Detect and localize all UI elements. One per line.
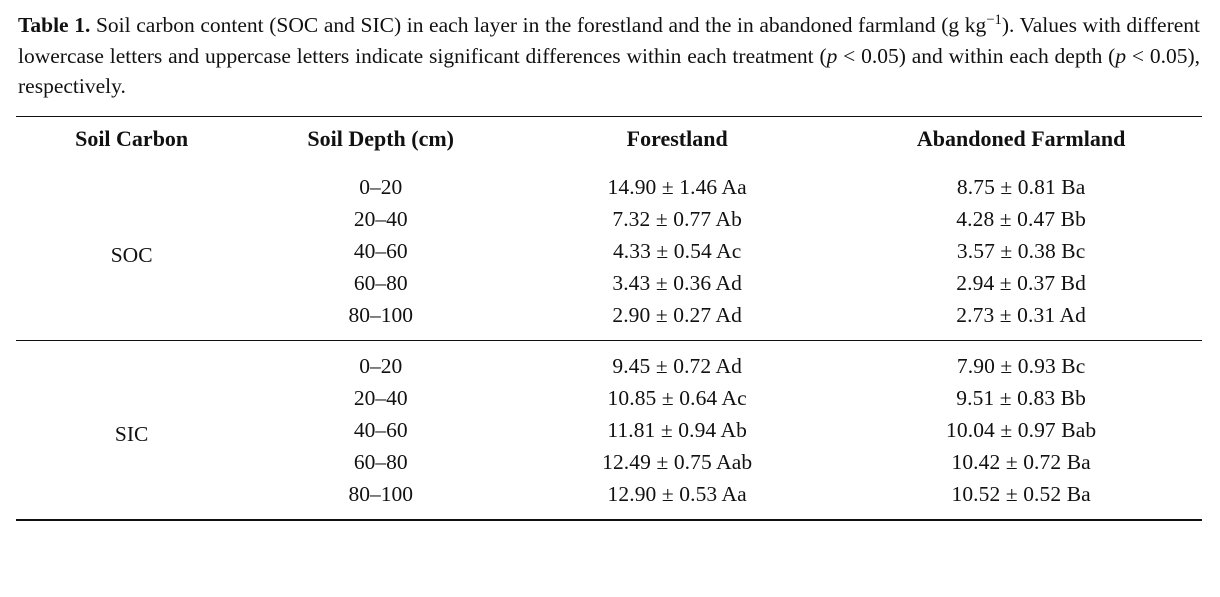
cell-forestland: 2.90 ± 0.27 Ad <box>612 302 743 327</box>
cell-forestland: 9.45 ± 0.72 Ad <box>612 353 743 378</box>
cell-depth: 20–40 <box>353 385 408 410</box>
table-body-group-soc <box>16 162 1202 341</box>
cell-abandoned: 9.51 ± 0.83 Bb <box>956 385 1086 410</box>
cell-depth: 0–20 <box>359 353 403 378</box>
cell-abandoned: 2.94 ± 0.37 Bd <box>956 270 1086 295</box>
cell-abandoned: 10.42 ± 0.72 Ba <box>951 449 1091 474</box>
group-label-sic: SIC <box>114 421 149 446</box>
cell-forestland: 14.90 ± 1.46 Aa <box>607 174 747 199</box>
table-body-group-sic <box>16 340 1202 520</box>
caption-text-2: ). Values with different lowercase letters and uppercase letters indicate significant differences within each treatment ( <box>18 13 1201 68</box>
caption-unit-exponent: −1 <box>986 11 1002 28</box>
column-header-soil-carbon: Soil Carbon <box>75 125 189 151</box>
group-label-soc: SOC <box>110 242 153 267</box>
table-header-row <box>16 116 1202 162</box>
caption-p-value-1: p <box>826 43 838 68</box>
column-header-abandoned-farmland: Abandoned Farmland <box>916 125 1126 151</box>
cell-forestland: 4.33 ± 0.54 Ac <box>612 238 742 263</box>
cell-abandoned: 2.73 ± 0.31 Ad <box>956 302 1086 327</box>
caption-text-3: < 0.05) and within each depth ( <box>837 43 1116 68</box>
cell-abandoned: 3.57 ± 0.38 Bc <box>956 238 1086 263</box>
cell-abandoned: 10.04 ± 0.97 Bab <box>946 417 1097 442</box>
column-header-soil-depth: Soil Depth (cm) <box>307 125 455 151</box>
cell-forestland: 12.49 ± 0.75 Aab <box>602 449 753 474</box>
cell-depth: 40–60 <box>353 238 408 263</box>
cell-depth: 60–80 <box>353 449 408 474</box>
table-caption <box>18 10 1200 102</box>
cell-forestland: 10.85 ± 0.64 Ac <box>607 385 747 410</box>
table-row <box>16 162 1202 204</box>
cell-depth: 40–60 <box>353 417 408 442</box>
cell-depth: 60–80 <box>353 270 408 295</box>
cell-forestland: 7.32 ± 0.77 Ab <box>612 206 743 231</box>
caption-p-value-2: p <box>1115 43 1127 68</box>
cell-abandoned: 4.28 ± 0.47 Bb <box>956 206 1086 231</box>
caption-label: Table 1. <box>18 13 91 37</box>
caption-text-1: Soil carbon content (SOC and SIC) in each layer in the forestland and the in abandoned farmland (g kg <box>90 13 987 37</box>
soil-carbon-table <box>16 116 1202 521</box>
cell-depth: 0–20 <box>359 174 403 199</box>
cell-forestland: 3.43 ± 0.36 Ad <box>612 270 743 295</box>
cell-depth: 20–40 <box>353 206 408 231</box>
cell-abandoned: 7.90 ± 0.93 Bc <box>956 353 1086 378</box>
cell-depth: 80–100 <box>348 481 413 506</box>
cell-forestland: 11.81 ± 0.94 Ab <box>607 417 748 442</box>
table-header <box>16 116 1202 162</box>
column-header-forestland: Forestland <box>626 125 728 151</box>
caption-text-4: < 0.05), respectively. <box>18 43 1200 99</box>
cell-forestland: 12.90 ± 0.53 Aa <box>607 481 747 506</box>
cell-depth: 80–100 <box>348 302 413 327</box>
table-row <box>16 340 1202 382</box>
cell-abandoned: 8.75 ± 0.81 Ba <box>956 174 1086 199</box>
cell-abandoned: 10.52 ± 0.52 Ba <box>951 481 1091 506</box>
